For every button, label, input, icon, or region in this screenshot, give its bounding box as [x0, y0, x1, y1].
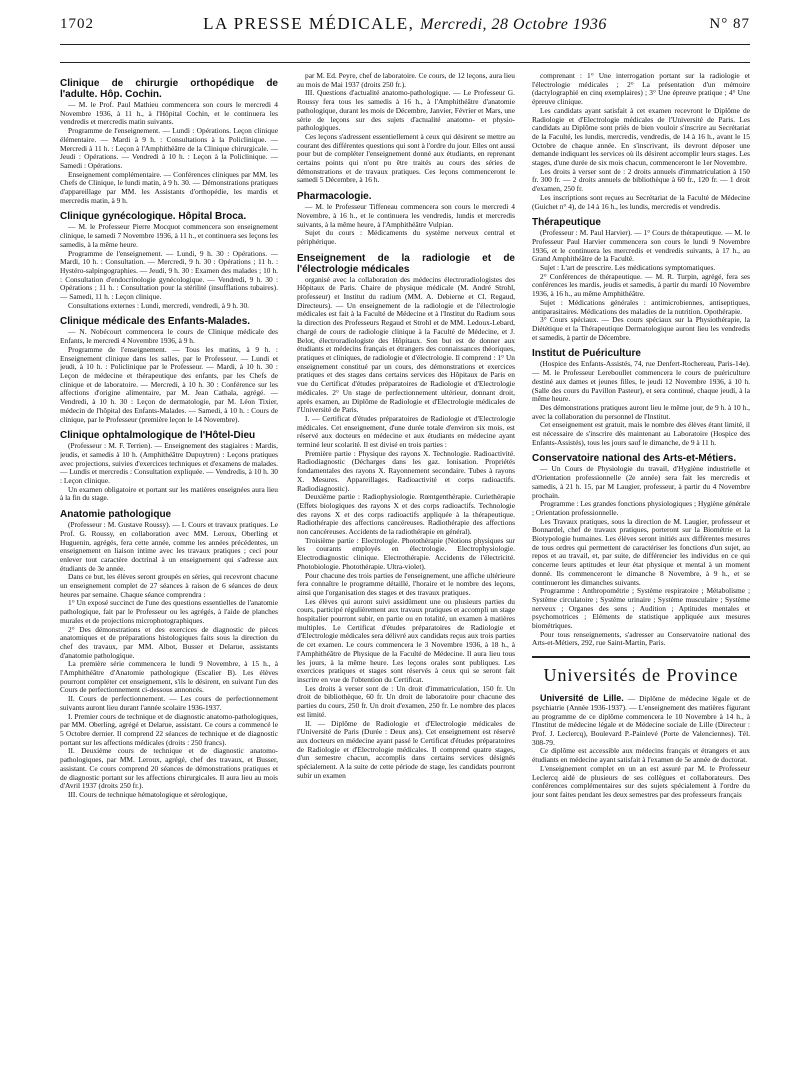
paragraph: Ces leçons s'adressent essentiellement à ceux qui désirent se mettre au courant des différentes questions qui sont à l'ordre du jour. Elles ont aussi pour but de compléter l'enseignement donné aux étudiants, en reprenant certains points qui n'ont pu être traités au cours des séries de démonstrations et de travaux pratiques. Ces leçons commenceront le samedi 5 Décembre, à 16 h.	[297, 131, 515, 185]
paragraph: Les élèves qui auront suivi assidûment une ou plusieurs parties du cours, participé régulièrement aux travaux pratiques et accompli un stage hospitalier pourront subir, en partie ou en totalité, un examen à matières multiples. Le Certificat d'études préparatoires de Radiologie et d'Electrologie médicales sera délivré aux candidats reçus aux trois parties de cet examen. Le cours commencera le 3 Novembre 1936, à 18 h., à l'Amphithéâtre de Physique de la Faculté de Médecine. Il aura lieu tous les jours, à la même heure. Les leçons orales sont publiques. Les exercices pratiques et stages sont réservés à ceux qui se seront fait inscrire en vue de l'obtention du Certificat.	[297, 596, 515, 684]
section-heading: Enseignement de la radiologie et de l'électrologie médicales	[297, 252, 515, 275]
paragraph: Un examen obligatoire et portant sur les matières enseignées aura lieu à la fin du stage.	[60, 484, 278, 503]
section-heading: Clinique médicale des Enfants-Malades.	[60, 316, 251, 328]
paragraph: — M. le Prof. Paul Mathieu commencera son cours le mercredi 4 Novembre 1936, à 11 h., à l'Hôpital Cochin, et le continuera les vendredis et mercredis matin suivants.	[60, 100, 278, 127]
paragraph: Les Travaux pratiques, sous la direction de M. Laugier, professeur et Bonnardel, chef de travaux pratiques, porteront sur la Biométrie et la Biotypologie humaines. Les élèves seront initiés aux différentes mesures de tous ordres qui permettent de caractériser les fonctions d'un sujet, au repos et au travail, et, par suite, de différencier les individus en ce qui concerne leurs aptitudes et leur état physique et mental à un moment donné. Ils commenceront le dimanche 8 Novembre, à 9 h., et se continueront les dimanches suivants.	[532, 516, 750, 587]
paragraph: I. — Certificat d'études préparatoires de Radiologie et d'Electrologie médicales. Cet enseignement, d'une durée totale d'environ six mois, est réservé aux docteurs en médecine et aux étudiants en médecine ayant terminé leur scolarité. Il est divisé en trois parties :	[297, 413, 515, 450]
paragraph: 2° Conférences de thérapeutique. — M. R. Turpin, agrégé, fera ses conférences les mardis, jeudis et samedis, à partir du mardi 10 Novembre 1936, à 16 h., au même Amphithéâtre.	[532, 271, 750, 299]
section-heading: Institut de Puériculture	[532, 348, 641, 360]
section-heading: Anatomie pathologique	[60, 509, 172, 521]
column-middle	[297, 72, 515, 1072]
paragraph: III. Cours de technique hématologique et sérologique,	[68, 789, 228, 799]
running-title	[60, 14, 750, 34]
section-title: Universités de Province	[543, 665, 739, 686]
subsection-heading: Université de Lille.	[540, 693, 624, 704]
paragraph: Dans ce but, les élèves seront groupés en séries, qui recevront chacune un enseignement complet de 27 séances à raison de 6 séances de deux heures par semaine. Chaque séance comprendra :	[60, 572, 278, 599]
paragraph-text: — Diplôme de médecine légale et de psychiatrie (Année 1936-1937). — L'enseignement des matières figurant au programme de ce diplôme commencera le 10 Novembre à 14 h., à l'Institut de médecine légale et de Médecine sociale de Lille (Directeur : Prof. J. Leclercq), Boulevard P.-Painlevé (Porte de Valenciennes). Tél. 308-79.	[532, 694, 750, 747]
paragraph: Les droits à verser sont de : Un droit d'immatriculation, 150 fr. Un droit de bibliothèque, 60 fr. Un droit de laboratoire pour chacune des parties du cours, 250 fr. Un droit d'examen, 250 fr. Le nombre des places est limité.	[297, 683, 515, 719]
section-heading: Conservatoire national des Arts-et-Métiers.	[532, 453, 737, 465]
section-heading: Clinique ophtalmologique de l'Hôtel-Dieu	[60, 430, 256, 442]
page-header	[60, 14, 750, 40]
section-heading: Pharmacologie.	[297, 191, 372, 203]
paragraph: 3° Cours spéciaux. — Des cours spéciaux sur la Physiothérapie, la Diététique et la Thérapeutique Dermatologique auront lieu les vendredis et samedis, à partir de Décembre.	[532, 315, 750, 342]
paragraph: — N. Nobécourt commencera le cours de Clinique médicale des Enfants, le mercredi 4 Novembre 1936, à 9 h.	[60, 327, 278, 346]
paragraph	[532, 694, 750, 747]
paragraph: par M. Ed. Peyre, chef de laboratoire. Ce cours, de 12 leçons, aura lieu au mois de Mai 1937 (droits 250 fr.).	[297, 72, 515, 89]
page-number: 1702	[60, 16, 94, 32]
header-rule-bottom	[60, 62, 750, 63]
column-left	[60, 72, 278, 1072]
paragraph: Cet enseignement est gratuit, mais le nombre des élèves étant limité, il est nécessaire de s'inscrire dès maintenant au Laboratoire (Hospice des Enfants-Assistés), tous les jours sauf le dimanche, de 9 à 11 h.	[532, 420, 750, 447]
paragraph: Les candidats ayant satisfait à cet examen recevront le Diplôme de Radiologie et d'Electrologie médicales de l'Université de Paris. Les candidats au Diplôme sont priés de bien vouloir s'inscrire au Secrétariat de la Faculté, les lundis, mercredis, vendredis, de 14 à 16 h., avant le 15 Octobre de chaque année. En s'inscrivant, ils devront déposer une demande indiquant les services où ils désirent accomplir leurs stages. Les stages, d'une durée de six mois chacun, commenceront le 1er Novembre.	[532, 105, 750, 168]
paragraph: — Un Cours de Physiologie du travail, d'Hygiène industrielle et d'Orientation professionnelle (2e année) sera fait les mercredis et samedis, à 21 h. 15, par M Laugier, professeur, à partir du 4 Novembre prochain.	[532, 464, 750, 500]
paragraph: Des démonstrations pratiques auront lieu le même jour, de 9 h. à 10 h., avec la collaboration du personnel de l'Institut.	[532, 402, 750, 421]
paragraph: (Professeur : M. F. Terrien). — Enseignement des stagiaires : Mardis, jeudis, et samedis à 10 h. (Amphithéâtre Dupuytren) : Leçons pratiques avec projections, suivies d'exercices techniques et d'examens de malades. — Lundis et mercredis : Consultation expliquée. — Vendredis, à 10 h. 30 : Leçon clinique.	[60, 441, 278, 486]
issue-date: Mercredi, 28 Octobre 1936	[420, 16, 607, 33]
paragraph: Programme de l'enseignement. — Lundi : Opérations. Leçon clinique élémentaire. — Mardi à 9 h. : Consultations à la Policlinique. — Mercredi à 11 h. : Leçon à l'Amphithéâtre de la Clinique chirurgicale. — Jeudi : Opérations. — Vendredi à 10 h. : Leçon à la Policlinique. — Samedi : Opérations.	[60, 126, 278, 170]
paragraph: comprenant : 1° Une interrogation portant sur la radiologie et l'électrologie médicales ; 2° La présentation d'un mémoire (dactylographié en cinq exemplaires) ; 3° Une épreuve pratique ; 4° Une épreuve clinique.	[532, 72, 750, 107]
paragraph: II. Cours de perfectionnement. — Les cours de perfectionnement suivants auront lieu durant l'année scolaire 1936-1937.	[60, 694, 278, 712]
paragraph: II. Deuxième cours de technique et de diagnostic anatomo-pathologiques, par MM. Leroux, agrégé, chef des travaux, et Busser, assistant. Ce cours comprend 20 séances de démonstrations pratiques et de diagnostic portant sur les affections chirurgicales. Il aura lieu au mois d'Avril 1937 (droits 250 fr.).	[60, 746, 278, 791]
paragraph: L'enseignement complet en un an est assuré par M. le Professeur Leclercq aidé de plusieurs de ses collègues et collaborateurs. Des conférences complémentaires sur des sujets spécialement à l'ordre du jour sont faites pendant les deux semestres par des professeurs français	[532, 763, 750, 799]
paragraph: Pour tous renseignements, s'adresser au Conservatoire national des Arts-et-Métiers, 292, rue Saint-Martin, Paris.	[532, 629, 750, 648]
paragraph: Programme : Les grandes fonctions physiologiques ; Hygiène générale ; Orientation professionnelle.	[532, 499, 750, 517]
paragraph: Troisième partie : Electrologie. Photothérapie (Notions physiques sur les courants employés en électrologie. Electrophysiologie. Electrodiagnostic clinique. Electrothérapie. Accidents de l'électricité. Photobiologie. Photothérapie. Ultra-violet).	[297, 535, 515, 571]
paragraph: 2° Des démonstrations et des exercices de diagnostic de pièces anatomiques et de préparations histologiques faits sous la direction du chef des travaux, par MM. Albot, Busser et Delarue, assistants d'anatomie pathologique.	[60, 624, 278, 660]
paragraph: 1° Un exposé succinct de l'une des questions essentielles de l'anatomie pathologique, fait par le Professeur ou les agrégés, à l'aide de planches murales et de projections microphotographiques.	[60, 598, 278, 625]
paragraph: organisé avec la collaboration des médecins électroradiologistes des Hôpitaux de Paris. Chaire de physique médicale (M. André Strohl, professeur) et Institut du radium (MM. A. Debierne et Cl. Regaud, Directeurs). — Un enseignement de la radiologie et de l'électrologie médicales est fait à la Faculté de Médecine et à l'Institut du Radium sous la direction des Professeurs Regaud et Strohl et de MM. Ledoux-Lebard, chargé de cours de radiologie clinique à la Faculté de Médecine, et J. Belot, électroradiologiste des Hôpitaux. Son but est de donner aux étudiants et médecins français et étrangers des connaissances théoriques, pratiques et cliniques, de radiologie et d'électrologie. Il comprend : 1° Un enseignement constitué par un cours, des démonstrations et exercices pratiques et des stages dans certains services des Hôpitaux de Paris en vue du Certificat d'études préparatoires de Radiologie et d'Electrologie médicales. 2° Un stage de perfectionnement ultérieur, donnant droit, après examen, au Diplôme de Radiologie et d'Electrologie médicales de l'Université de Paris.	[297, 274, 515, 415]
section-heading: Thérapeutique	[532, 217, 601, 229]
header-rule-top	[60, 44, 750, 45]
paragraph: Programme : Anthropométrie ; Système respiratoire ; Métabolisme ; Système circulatoire ; Système urinaire ; Système musculaire ; Système nerveux ; Organes des sens ; Audition ; Aptitudes mentales et psychomotrices ; Eléments de statistique appliquée aux mesures biométriques.	[532, 586, 750, 631]
paragraph: (Hospice des Enfants-Assistés, 74, rue Denfert-Rochereau, Paris-14e). — M. le Professeur Lereboullet commencera le cours de puériculture destiné aux dames et jeunes filles, le jeudi 12 Novembre 1936, à 10 h. (Salle des cours du Pavillon Pasteur), et sera continué, chaque jeudi, à la même heure.	[532, 359, 750, 404]
journal-name: LA PRESSE MÉDICALE,	[203, 14, 415, 33]
paragraph: Les inscriptions sont reçues au Secrétariat de la Faculté de Médecine (Guichet n° 4), de 14 à 16 h., les lundis, mercredis et vendredis.	[532, 192, 750, 211]
paragraph: III. Questions d'actualité anatomo-pathologique. — Le Professeur G. Roussy fera tous les samedis à 16 h., à l'Amphithéâtre d'anatomie pathologique, durant les mois de Décembre, Janvier, Février et Mars, une série de leçons sur des sujets d'actualité anatomo- et physio-pathologiques.	[297, 88, 515, 133]
section-heading: Clinique gynécologique. Hôpital Broca.	[60, 211, 247, 223]
paragraph: Programme de l'enseignement. — Tous les matins, à 9 h. : Enseignement clinique dans les salles, par le Professeur. — Lundi et jeudi, à 10 h. : Policlinique par le Professeur. — Mardi, à 10 h. 30 : Leçon de médecine et thérapeutique des enfants, par les Chefs de clinique et de laboratoire. — Mercredi, à 10 h. 30 : Conférence sur les affections d'origine alimentaire, par M. Jean Cathala, agrégé. — Vendredi, à 10 h. 30 : Leçon de dermatologie, par M. Léon Tixier, médecin de l'hôpital des Enfants-Malades. — Samedi, à 10 h. : Cours de clinique, par le Professeur (première leçon le 14 Novembre).	[60, 344, 278, 424]
column-right	[532, 72, 750, 1072]
paragraph: Sujet du cours : Médicaments du système nerveux central et périphérique.	[297, 228, 515, 246]
section-divider	[532, 656, 750, 658]
paragraph: (Professeur : M. Paul Harvier). — 1° Cours de thérapeutique. — M. le Professeur Paul Harvier commencera son cours le lundi 9 Novembre 1936, et le continuera les mercredis et vendredis suivants, à 17 h., au Grand Amphithéâtre de la Faculté.	[532, 228, 750, 264]
paragraph: Sujet : L'art de prescrire. Les médications symptomatiques.	[540, 263, 716, 273]
paragraph: Première partie : Physique des rayons X. Technologie. Radioactivité. Radiodiagnostic (Décharges dans les gaz. Ionisation. Propriétés fondamentales des rayons X. Rayonnement secondaire. Tubes à rayons X. Mesures. Appareillages. Radioactivité et corps radioactifs. Radiodiagnostic).	[297, 448, 515, 493]
paragraph: La première série commencera le lundi 9 Novembre, à 15 h., à l'Amphithéâtre d'Anatomie pathologique (Escalier B). Les élèves pourront compléter cet enseignement, s'ils le désirent, en suivant l'un des Cours de perfectionnement ci-dessous annoncés.	[60, 659, 278, 695]
paragraph: Deuxième partie : Radiophysiologie. Rœntgenthérapie. Curiethérapie (Effets biologiques des rayons X et des corps radioactifs. Technologie des rayons X et des corps radioactifs appliquée à la thérapeutique. Radiothérapie des affections cancéreuses. Radiothérapie des affections non cancéreuses. Accidents de la radiothérapie en général).	[297, 492, 515, 537]
paragraph: Les droits à verser sont de : 2 droits annuels d'immatriculation à 150 fr. 300 fr. — 2 droits annuels de bibliothèque à 60 fr., 120 fr. — 1 droit d'examen, 250 fr.	[532, 166, 750, 194]
paragraph: — M. le Professeur Tiffeneau commencera son cours le mercredi 4 Novembre, à 16 h., et le continuera les vendredis, lundis et mercredis suivants, à la même heure, à l'Amphithéâtre Vulpian.	[297, 202, 515, 229]
paragraph: Enseignement complémentaire. — Conférences cliniques par MM. les Chefs de Clinique, le lundi matin, à 9 h. 30. — Démonstrations pratiques d'appareillage par MM. les Assistants d'orthopédie, les mardis et mercredis matin, à 9 h.	[60, 169, 278, 205]
paragraph: — M. le Professeur Pierre Mocquot commencera son enseignement clinique, le samedi 7 Novembre 1936, à 11 h., et continuera ses leçons les samedis, à la même heure.	[60, 222, 278, 249]
paragraph: Programme de l'enseignement. — Lundi, 9 h. 30 : Opérations. — Mardi, 10 h. : Consultation. — Mercredi, 9 h. 30 : Opérations ; 11 h. : Hystéro-salpingographies. — Jeudi, 9 h. 30 : Examen des malades ; 10 h. : Consultation d'endocrinologie gynécologique. — Vendredi, 9 h. 30 : Opérations ; 11 h. : Consultation pour la stérilité (insufflations tubaires). — Samedi, 11 h. : Leçon clinique.	[60, 248, 278, 302]
section-heading: Clinique de chirurgie orthopédique de l'adulte. Hôp. Cochin.	[60, 78, 278, 100]
paragraph: Pour chacune des trois parties de l'enseignement, une affiche ultérieure fera connaître le programme détaillé, l'horaire et le nombre des leçons, ainsi que l'organisation des stages et des travaux pratiques.	[297, 570, 515, 597]
paragraph: Ce diplôme est accessible aux médecins français et étrangers et aux étudiants en médecine ayant satisfait à l'examen de 5e année de doctorat.	[532, 746, 750, 765]
paragraph: Sujet : Médications générales : antimicrobiennes, antiseptiques, antiparasitaires. Médications des maladies de la nutrition. Opothérapie.	[532, 297, 750, 316]
issue-number: N° 87	[709, 16, 750, 32]
paragraph: (Professeur : M. Gustave Roussy). — I. Cours et travaux pratiques. Le Prof. G. Roussy, en collaboration avec MM. Leroux, Oberling et Huguenin, agrégés, fera cette année, comme les années précédentes, un enseignement en liaison intime avec les travaux pratiques ; ceci pour enlever tout caractère doctrinal à un enseignement qui s'adresse aux étudiants de 3e année.	[60, 520, 278, 573]
paragraph: I. Premier cours de technique et de diagnostic anatomo-pathologiques, par MM. Oberling, agrégé et Delarue, assistant. Ce cours a commencé le 5 Octobre dernier. Il comprend 22 séances de technique et de diagnostic portant sur les affections médicales (droits : 250 francs).	[60, 711, 278, 747]
paragraph: Consultations externes : Lundi, mercredi, vendredi, à 9 h. 30.	[68, 300, 250, 310]
paragraph: II. — Diplôme de Radiologie et d'Electrologie médicales de l'Université de Paris (Durée : Deux ans). Cet enseignement est réservé aux docteurs en médecine ayant passé le Certificat d'études préparatoires de Radiologie et d'Electrologie médicales. Il comprend quatre stages, d'un semestre chacun, accomplis dans certains services désignés spécialement. A la suite de cette période de stage, les candidats pourront subir un examen	[297, 718, 515, 780]
